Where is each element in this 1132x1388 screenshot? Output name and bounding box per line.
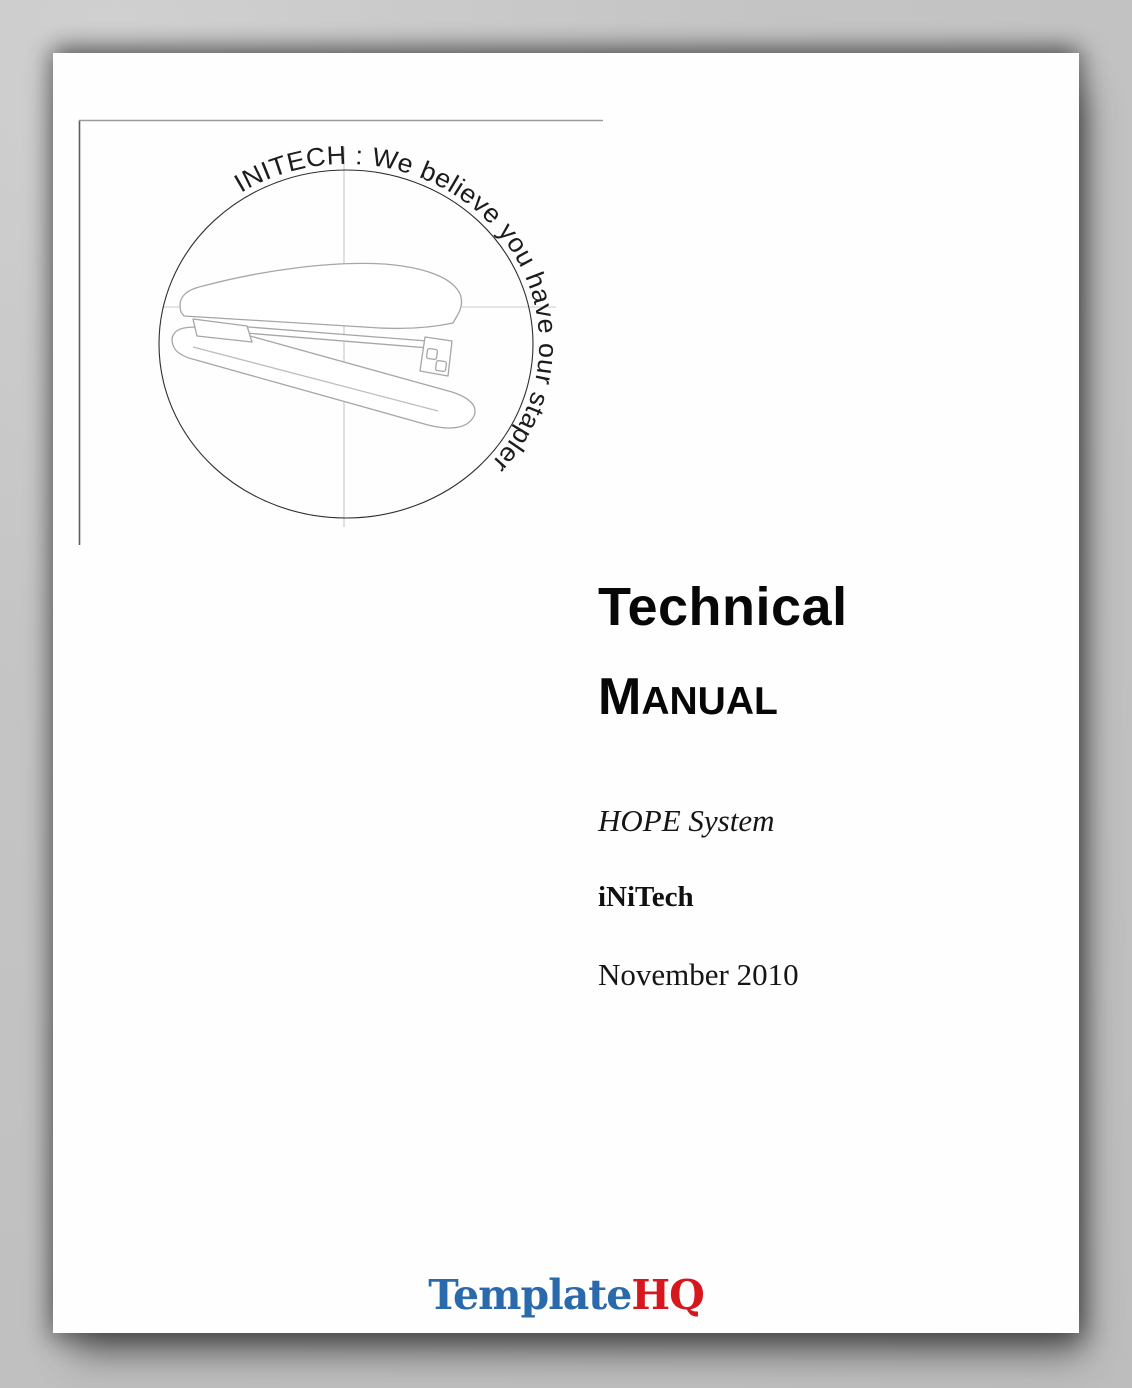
doc-title-line1: Technical bbox=[598, 577, 848, 637]
initech-logo bbox=[60, 100, 620, 560]
document-page bbox=[53, 53, 1079, 1333]
doc-title-line2 bbox=[598, 668, 778, 726]
staple-detail-icon bbox=[426, 348, 437, 359]
brand-template: Template bbox=[428, 1271, 632, 1319]
staple-detail-icon bbox=[435, 360, 446, 371]
company-name: iNiTech bbox=[598, 881, 694, 913]
doc-date: November 2010 bbox=[598, 957, 799, 992]
doc-title-line2-rest: ANUAL bbox=[641, 680, 778, 723]
stapler-upper-arm bbox=[180, 263, 462, 328]
logo-slogan-text: INITECH : We believe you have our stapler bbox=[228, 139, 564, 479]
brand-hq: HQ bbox=[631, 1271, 704, 1319]
templatehq-watermark bbox=[53, 1271, 1079, 1319]
doc-title-line2-initial: M bbox=[598, 668, 642, 726]
doc-subtitle: HOPE System bbox=[598, 803, 775, 838]
stapler-drawing-icon bbox=[172, 263, 475, 428]
